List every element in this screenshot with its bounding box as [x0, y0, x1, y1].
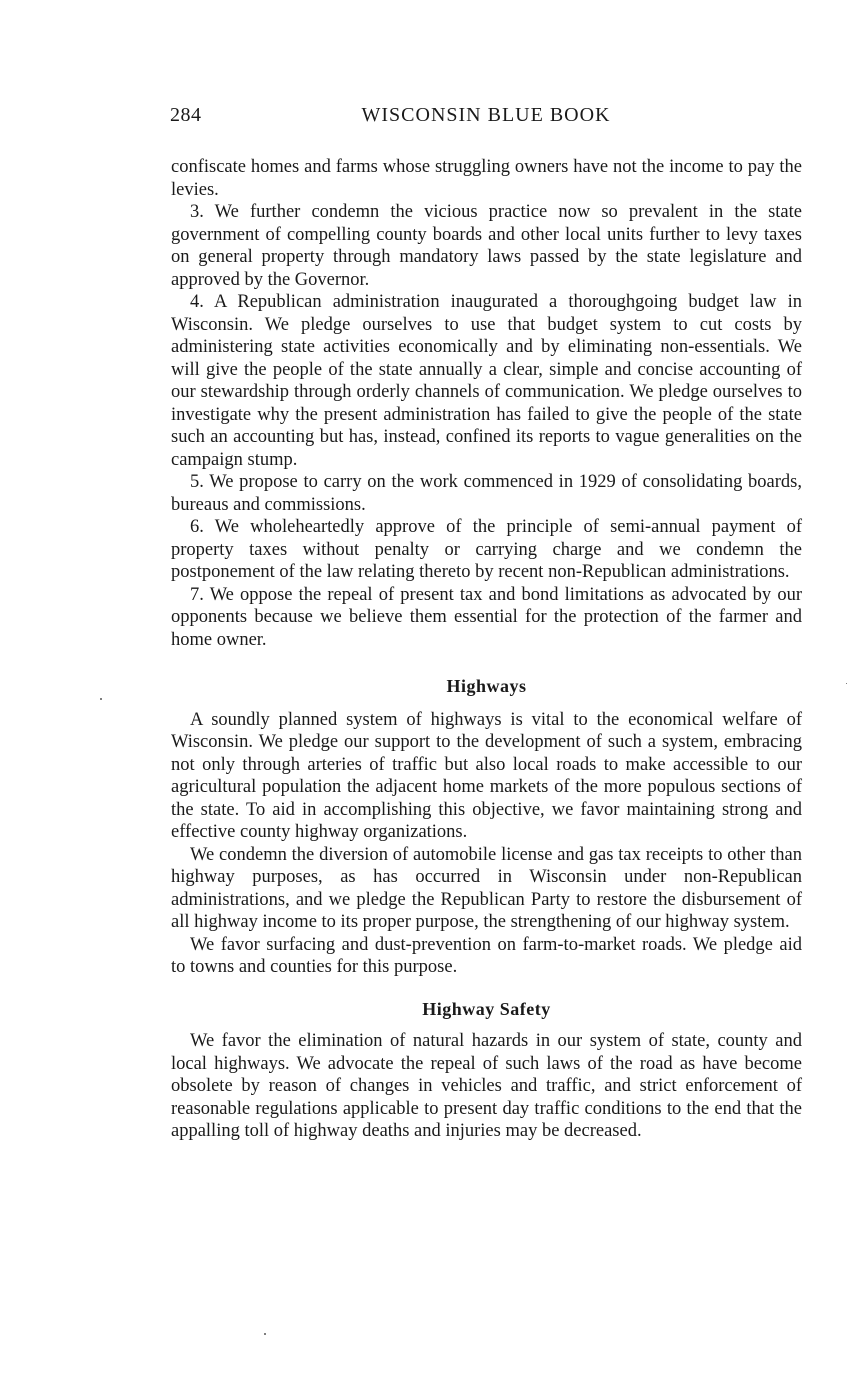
scan-speck — [100, 698, 102, 700]
body-text — [171, 156, 802, 1143]
highways-paragraph-3: We favor surfacing and dust-prevention on farm-to-market roads. We pledge aid to towns and counties for this purpose. — [171, 934, 802, 977]
highway-safety-paragraph-1: We favor the elimination of natural hazards in our system of state, county and local highways. We advocate the repeal of such laws of the road as have become obsolete by reason of changes in vehicles and traffic, and strict enforcement of reasonable regulations applicable to present day traffic conditions to the end that the appalling toll of highway deaths and injuries may be decreased. — [171, 1031, 802, 1141]
scan-speck — [846, 683, 847, 684]
page-number: 284 — [170, 104, 202, 126]
paragraph-item-5: 5. We propose to carry on the work commenced in 1929 of consolidating boards, bureaus and commissions. — [171, 472, 802, 515]
paragraph-item-4: 4. A Republican administration inaugurated a thoroughgoing budget law in Wisconsin. We pledge ourselves to use that budget system to cut costs by administering state activities economically and by eliminating non-essentials. We will give the people of the state annually a clear, simple and concise accounting of our stewardship through orderly channels of communication. We pledge ourselves to investigate why the present administration has failed to give the people of the state such an accounting but has, instead, confined its reports to vague generalities on the campaign stump. — [171, 292, 802, 470]
running-head: WISCONSIN BLUE BOOK — [361, 104, 611, 126]
scan-speck — [264, 1333, 266, 1335]
highways-paragraph-2: We condemn the diversion of automobile license and gas tax receipts to other than highway purposes, as has occurred in Wisconsin under non-Republican administrations, and we pledge the Republican Party to restore the disbursement of all highway income to its proper purpose, the strengthening of our highway system. — [171, 844, 802, 932]
section-heading-highway-safety: Highway Safety — [422, 998, 551, 1019]
paragraph-item-3: 3. We further condemn the vicious practice now so prevalent in the state government of compelling county boards and other local units further to levy taxes on general property through mandatory laws passed by the state legislature and approved by the Governor. — [171, 202, 802, 290]
page-header — [170, 104, 802, 132]
paragraph-continuation: confiscate homes and farms whose struggling owners have not the income to pay the levies. — [171, 157, 802, 200]
paragraph-item-7: 7. We oppose the repeal of present tax and bond limitations as advocated by our opponents because we believe them essential for the protection of the farmer and home owner. — [171, 584, 802, 650]
paragraph-item-6: 6. We wholeheartedly approve of the principle of semi-annual payment of property taxes without penalty or carrying charge and we condemn the postponement of the law relating thereto by recent non-Republican administrations. — [171, 517, 802, 582]
section-heading-highways: Highways — [446, 676, 527, 696]
highways-paragraph-1: A soundly planned system of highways is vital to the economical welfare of Wisconsin. We pledge our support to the development of such a system, embracing not only through arteries of traffic but also local roads to make accessible to our agricultural population the adjacent home markets of the more populous sections of the state. To aid in accomplishing this objective, we favor maintaining strong and effective county highway organizations. — [171, 709, 802, 842]
